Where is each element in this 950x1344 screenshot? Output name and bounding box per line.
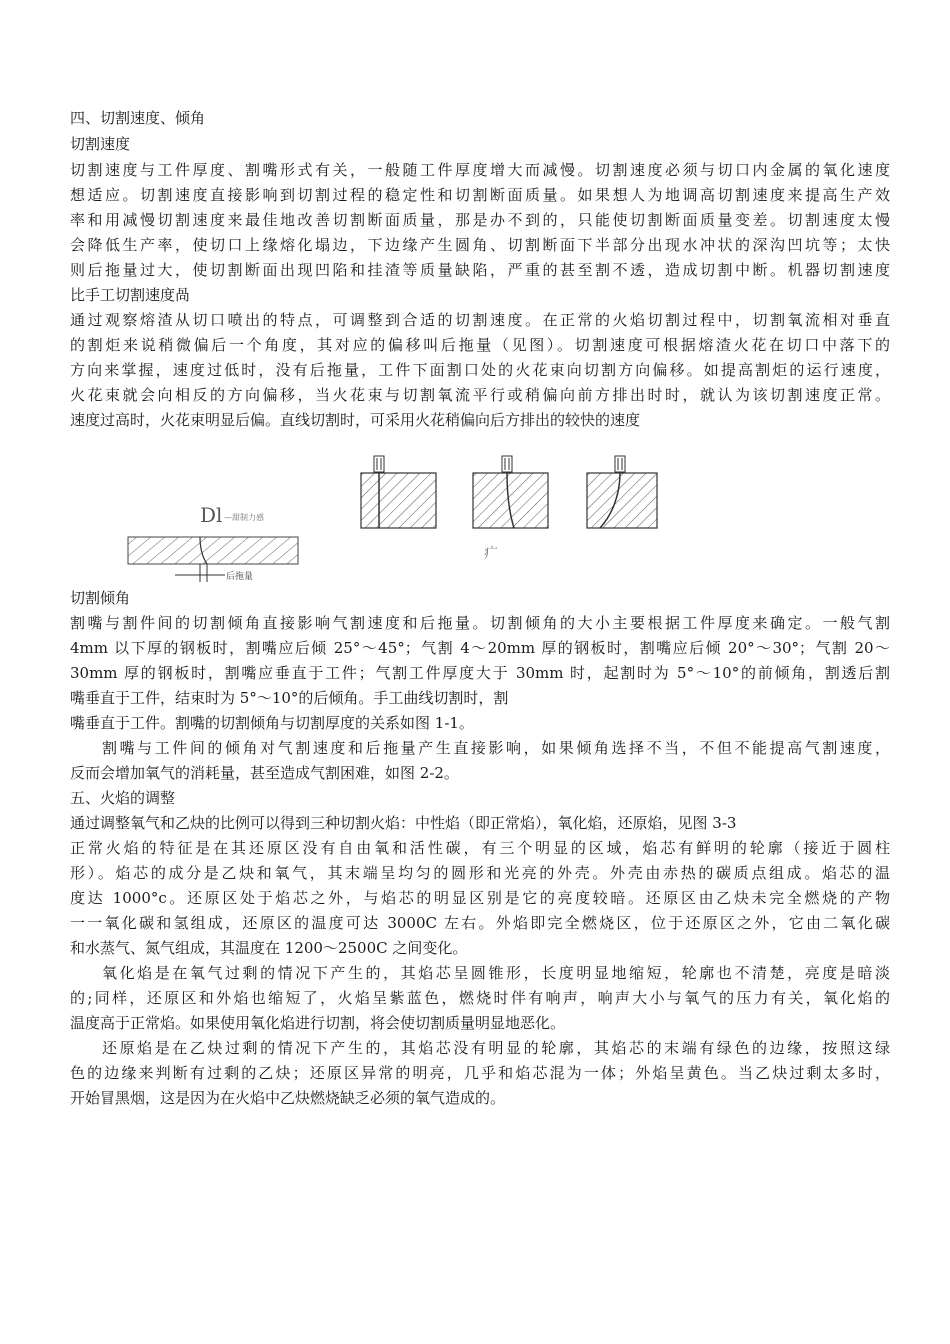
cutting-figure — [0, 440, 950, 600]
torch-nozzle — [615, 456, 625, 472]
paragraph-line: 4mm 以下厚的钢板时，割嘴应后倾 25°～45°；气割 4～20mm 厚的钢板时，割嘴应后倾 20°～30°；气割 20～ — [70, 639, 890, 657]
paragraph-line: 割嘴与割件间的切割倾角直接影响气割速度和后拖量。切割倾角的大小主要根据工件厚度来确定。一般气割 — [70, 614, 890, 632]
torch-nozzle — [502, 456, 512, 472]
paragraph-line: 的;同样，还原区和外焰也缩短了，火焰呈紫蓝色，燃烧时伴有响声，响声大小与氧气的压力有关，氧化焰的 — [70, 989, 890, 1007]
speed-sketch-1 — [361, 456, 436, 528]
paragraph-line: 色的边缘来判断有过剩的乙炔；还原区异常的明亮，几乎和焰芯混为一体；外焰呈黄色。当乙炔过剩太多时， — [70, 1064, 890, 1082]
paragraph-line: 率和用减慢切割速度来最佳地改善切割断面质量，那是办不到的，只能使切割断面质量变差。切割速度太慢 — [70, 211, 890, 229]
torch-nozzle — [374, 456, 384, 472]
paragraph-line: 会降低生产率，使切口上缘熔化塌边，下边缘产生圆角、切割断面下半部分出现水冲状的深沟凹坑等；太快 — [70, 236, 890, 254]
speed-sketch-3 — [587, 456, 657, 528]
paragraph-line: 反而会增加氧气的消耗量，甚至造成气割困难，如图 2-2。 — [70, 764, 459, 782]
section-4-heading: 四、切割速度、倾角 — [70, 109, 206, 127]
figure-caption: 疒 — [484, 546, 498, 562]
paragraph-line: 形）。焰芯的成分是乙炔和氧气，其末端呈均匀的圆形和光亮的外壳。外壳由赤热的碳质点组成。焰芯的温 — [70, 864, 890, 882]
cutting-angle-title: 切割倾角 — [70, 589, 131, 607]
paragraph-line: 氧化焰是在氧气过剩的情况下产生的，其焰芯呈圆锥形，长度明显地缩短，轮廓也不清楚，亮度是暗淡 — [102, 964, 890, 982]
paragraph-line: 通过观察熔渣从切口喷出的特点，可调整到合适的切割速度。在正常的火焰切割过程中，切割氧流相对垂直 — [70, 311, 890, 329]
paragraph-line: 比手工切割速度咼 — [70, 286, 191, 304]
paragraph-line: 温度高于正常焰。如果使用氧化焰进行切割，将会使切割质量明显地恶化。 — [70, 1014, 566, 1032]
paragraph-line: 速度过高时，火花束明显后偏。直线切割时，可采用火花稍偏向后方排出的较快的速度 — [70, 411, 641, 429]
paragraph-line: 开始冒黑烟，这是因为在火焰中乙炔燃烧缺乏必须的氧气造成的。 — [70, 1089, 506, 1107]
paragraph-line: 的割炬来说稍微偏后一个角度，其对应的偏移叫后拖量（见图）。切割速度可根据熔渣火花在切口中落下的 — [70, 336, 890, 354]
drag-label-small: —甜制力感 — [224, 513, 264, 522]
paragraph-line: 度达 1000°c。还原区处于焰芯之外，与焰芯的明显区别是它的亮度较暗。还原区由乙炔未完全燃烧的产物 — [70, 889, 890, 907]
paragraph-line: 则后拖量过大，使切割断面出现凹陷和挂渣等质量缺陷，严重的甚至割不透，造成切割中断。机器切割速度 — [70, 261, 890, 279]
paragraph-line: 嘴垂直于工件，结束时为 5°～10°的后倾角。手工曲线切割时，割 — [70, 689, 509, 707]
plate-section — [128, 537, 298, 564]
paragraph-line: 方向来掌握，速度过低时，没有后拖量，工件下面割口处的火花束向切割方向偏移。如提高割炬的运行速度， — [70, 361, 890, 379]
paragraph-line: 通过调整氧气和乙炔的比例可以得到三种切割火焰：中性焰（即正常焰），氧化焰，还原焰，见图 3-3 — [70, 814, 737, 832]
paragraph-line: 30mm 厚的钢板时，割嘴应垂直于工件；气割工件厚度大于 30mm 时，起割时为 5°～10°的前倾角，割透后割 — [70, 664, 890, 682]
drag-diagram — [128, 503, 298, 582]
cutting-speed-title: 切割速度 — [70, 135, 131, 153]
paragraph-line: 还原焰是在乙炔过剩的情况下产生的，其焰芯没有明显的轮廓，其焰芯的末端有绿色的边缘，按照这绿 — [102, 1039, 890, 1057]
paragraph-line: 切割速度与工件厚度、割嘴形式有关，一般随工件厚度增大而减慢。切割速度必须与切口内金属的氧化速度 — [70, 161, 890, 179]
paragraph-line: 火花束就会向相反的方向偏移，当火花束与切割氧流平行或稍偏向前方排出时时，就认为该切割速度正常。 — [70, 386, 890, 404]
paragraph-line: 想适应。切割速度直接影响到切割过程的稳定性和切割断面质量。如果想人为地调高切割速度来提高生产效 — [70, 186, 890, 204]
paragraph-line: 正常火焰的特征是在其还原区没有自由氧和活性碳，有三个明显的区域，焰芯有鲜明的轮廓（接近于圆柱 — [70, 839, 890, 857]
paragraph-line: 和水蒸气、氮气组成，其温度在 1200～2500C 之间变化。 — [70, 939, 468, 957]
paragraph-line: 一一氧化碳和氢组成，还原区的温度可达 3000C 左右。外焰即完全燃烧区，位于还原区之外，它由二氧化碳 — [70, 914, 890, 932]
drag-label-large: Dl — [200, 503, 223, 527]
paragraph-line: 嘴垂直于工件。割嘴的切割倾角与切割厚度的关系如图 1-1。 — [70, 714, 474, 732]
speed-sketch-2 — [473, 456, 548, 528]
paragraph-line: 割嘴与工件间的倾角对气割速度和后拖量产生直接影响，如果倾角选择不当，不但不能提高气割速度， — [102, 739, 890, 757]
section-5-heading: 五、火焰的调整 — [70, 789, 176, 807]
drag-amount-label: 后拖量 — [226, 572, 254, 582]
